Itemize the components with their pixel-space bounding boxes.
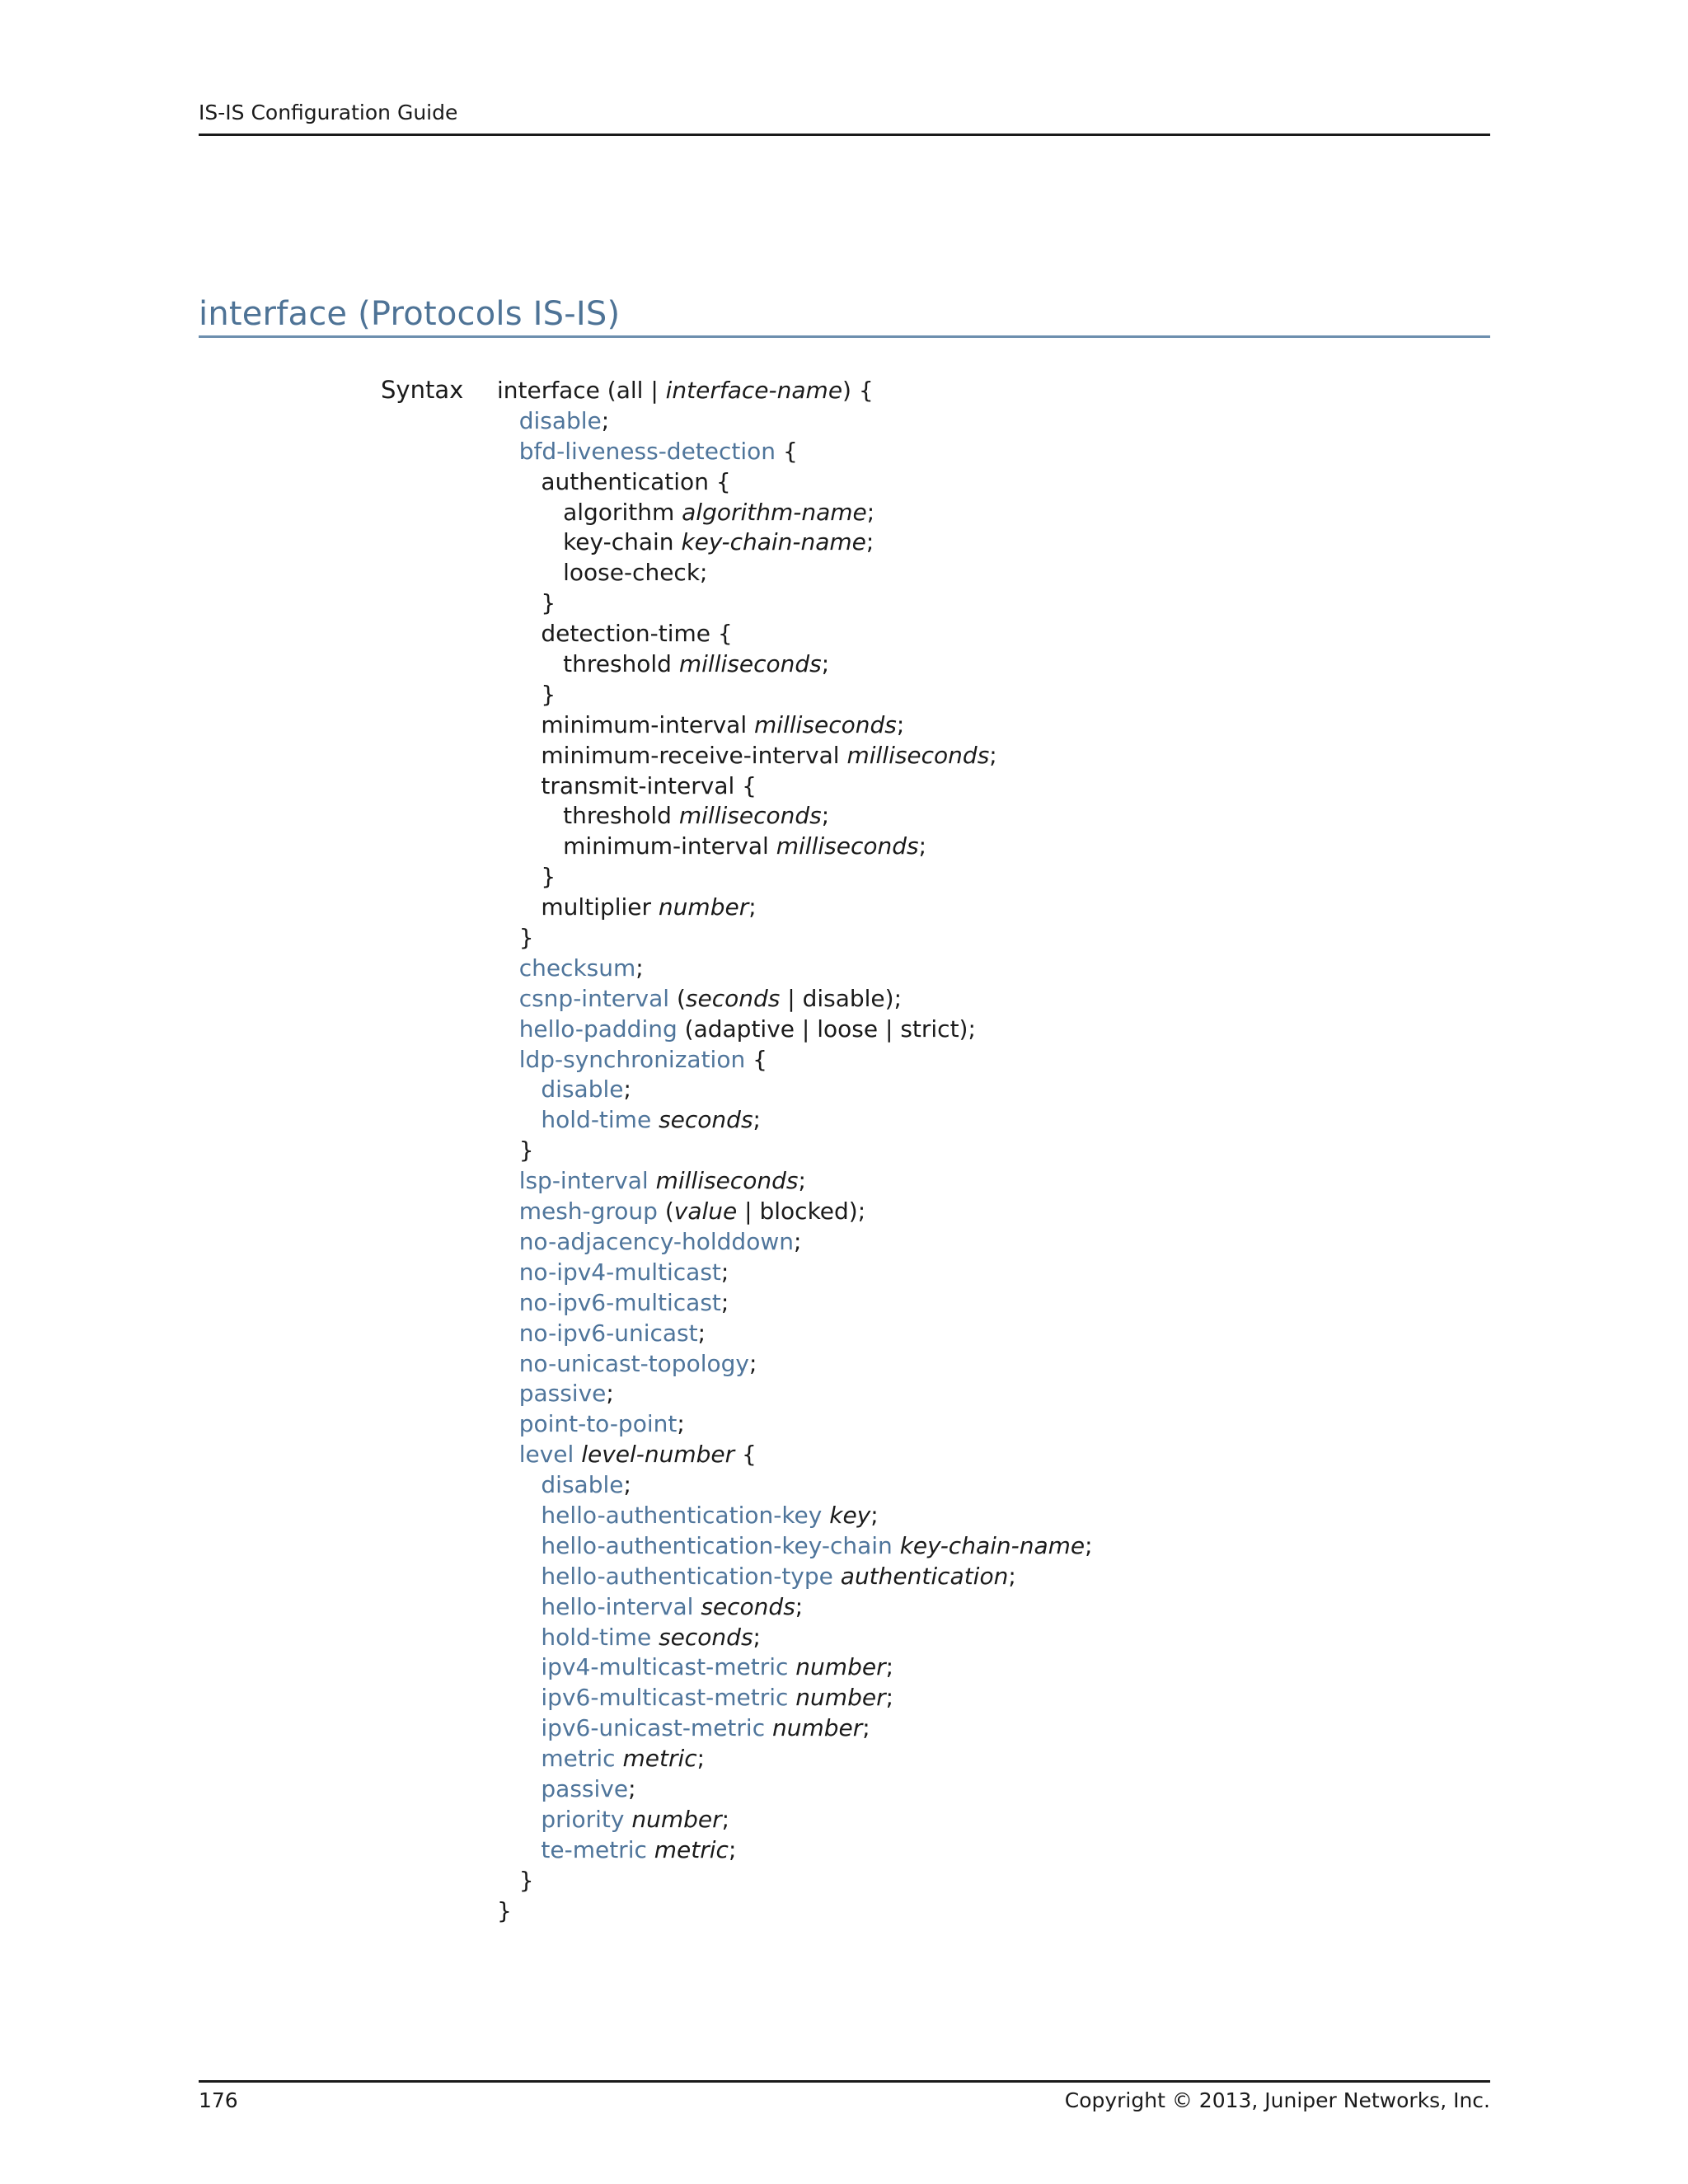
syntax-line — [497, 862, 1093, 893]
syntax-line — [497, 1288, 1093, 1319]
syntax-text — [651, 1624, 659, 1651]
syntax-text: algorithm — [563, 498, 682, 526]
statement-link[interactable]: hello-interval — [541, 1592, 694, 1620]
syntax-line — [497, 832, 1093, 862]
syntax-text: ; — [1085, 1531, 1093, 1559]
placeholder-variable: milliseconds — [754, 710, 897, 738]
syntax-text: ; — [677, 1410, 685, 1438]
statement-link[interactable]: passive — [518, 1380, 607, 1408]
statement-link[interactable]: level — [518, 1441, 574, 1469]
placeholder-variable: seconds — [701, 1592, 795, 1620]
syntax-text — [624, 1806, 631, 1833]
syntax-line — [497, 1501, 1093, 1531]
syntax-text: (adaptive | loose | strict); — [677, 1015, 976, 1043]
syntax-line — [497, 527, 1093, 558]
statement-link[interactable]: no-ipv4-multicast — [518, 1258, 721, 1286]
syntax-line — [497, 1075, 1093, 1105]
syntax-line — [497, 1227, 1093, 1258]
syntax-text: ; — [720, 1258, 729, 1286]
placeholder-variable: metric — [654, 1835, 729, 1863]
statement-link[interactable]: hello-authentication-type — [541, 1562, 833, 1590]
syntax-text: | blocked); — [737, 1197, 866, 1226]
syntax-text — [788, 1684, 795, 1711]
syntax-line — [497, 406, 1093, 437]
syntax-line — [497, 1713, 1093, 1744]
syntax-text: ; — [862, 1714, 870, 1742]
syntax-text: ; — [623, 1076, 631, 1104]
syntax-line — [497, 1896, 1093, 1927]
syntax-line — [497, 1045, 1093, 1076]
syntax-text: ) { — [842, 377, 874, 404]
placeholder-variable: seconds — [659, 1106, 753, 1134]
syntax-line — [497, 1835, 1093, 1866]
syntax-text: ; — [870, 1501, 879, 1529]
statement-link[interactable]: priority — [541, 1805, 625, 1833]
syntax-text: ; — [728, 1835, 737, 1863]
syntax-text — [651, 1106, 659, 1133]
statement-link[interactable]: ipv4-multicast-metric — [541, 1653, 789, 1681]
syntax-text: detection-time { — [541, 620, 733, 648]
syntax-text: ; — [753, 1106, 761, 1134]
syntax-line — [497, 1774, 1093, 1805]
syntax-text: } — [541, 863, 556, 891]
syntax-text — [693, 1593, 701, 1620]
syntax-text: threshold — [563, 650, 679, 678]
syntax-text: ; — [753, 1623, 761, 1651]
syntax-line — [497, 1592, 1093, 1623]
syntax-text: } — [518, 924, 534, 952]
statement-link[interactable]: no-ipv6-multicast — [518, 1288, 721, 1316]
syntax-text — [822, 1502, 829, 1529]
syntax-line — [497, 680, 1093, 710]
statement-link[interactable]: ldp-synchronization — [518, 1045, 746, 1073]
statement-link[interactable]: ipv6-unicast-metric — [541, 1714, 766, 1742]
syntax-text — [788, 1653, 795, 1680]
placeholder-variable: seconds — [685, 984, 781, 1012]
placeholder-variable: key-chain-name — [681, 528, 866, 556]
syntax-text: minimum-interval — [541, 710, 755, 738]
statement-link[interactable]: no-unicast-topology — [518, 1349, 749, 1377]
syntax-line — [497, 1197, 1093, 1227]
statement-link[interactable]: csnp-interval — [518, 984, 670, 1012]
page-number: 176 — [199, 2088, 238, 2112]
syntax-text: ; — [793, 1227, 802, 1255]
placeholder-variable: number — [658, 893, 749, 921]
syntax-text: ; — [606, 1380, 614, 1408]
syntax-text: transmit-interval { — [541, 771, 757, 799]
syntax-text: ; — [798, 1167, 806, 1195]
running-header: IS-IS Configuration Guide — [199, 101, 458, 124]
statement-link[interactable]: hello-padding — [518, 1015, 678, 1043]
placeholder-variable: value — [673, 1197, 738, 1226]
syntax-line — [497, 1440, 1093, 1470]
syntax-text: ; — [989, 741, 997, 769]
syntax-text: ; — [635, 954, 644, 982]
syntax-text: | disable); — [780, 984, 902, 1012]
syntax-text: ; — [821, 650, 830, 678]
syntax-line — [497, 1866, 1093, 1896]
syntax-line — [497, 1349, 1093, 1380]
syntax-text: ; — [865, 528, 874, 556]
syntax-text: ; — [601, 406, 610, 434]
syntax-text: ; — [1008, 1562, 1016, 1590]
syntax-text: } — [541, 589, 556, 617]
placeholder-variable: metric — [622, 1745, 697, 1773]
statement-link[interactable]: ipv6-multicast-metric — [541, 1684, 789, 1712]
statement-link[interactable]: mesh-group — [518, 1197, 658, 1226]
syntax-text: key-chain — [563, 528, 682, 556]
syntax-label: Syntax — [381, 376, 464, 404]
copyright-notice: Copyright © 2013, Juniper Networks, Inc. — [1064, 2088, 1490, 2112]
syntax-text: loose-check; — [563, 559, 708, 587]
syntax-text — [574, 1441, 581, 1468]
syntax-text: ; — [720, 1288, 729, 1316]
syntax-line — [497, 923, 1093, 954]
statement-link[interactable]: disable — [541, 1471, 624, 1499]
placeholder-variable: number — [795, 1653, 886, 1681]
placeholder-variable: number — [772, 1714, 863, 1742]
placeholder-variable: milliseconds — [776, 832, 919, 860]
syntax-line — [497, 1652, 1093, 1683]
statement-link[interactable]: bfd-liveness-detection — [518, 437, 776, 465]
statement-link[interactable]: hello-authentication-key — [541, 1501, 823, 1529]
syntax-text: minimum-receive-interval — [541, 741, 847, 769]
statement-link[interactable]: passive — [541, 1774, 629, 1802]
section-title: interface (Protocols IS-IS) — [199, 295, 621, 333]
syntax-text: { — [776, 437, 798, 465]
syntax-text: ; — [795, 1592, 804, 1620]
syntax-text: ; — [623, 1471, 631, 1499]
syntax-line — [497, 376, 1093, 406]
syntax-text: ; — [821, 802, 830, 830]
syntax-line — [497, 893, 1093, 923]
syntax-line — [497, 1409, 1093, 1440]
statement-link[interactable]: hold-time — [541, 1623, 652, 1651]
syntax-text: { — [745, 1045, 767, 1073]
syntax-text: minimum-interval — [563, 832, 776, 860]
syntax-line — [497, 984, 1093, 1015]
syntax-text — [833, 1563, 841, 1590]
statement-link[interactable]: disable — [518, 406, 602, 434]
placeholder-variable: algorithm-name — [682, 498, 867, 526]
statement-link[interactable]: metric — [541, 1745, 616, 1773]
syntax-text: ; — [885, 1684, 894, 1712]
statement-link[interactable]: checksum — [518, 954, 636, 982]
placeholder-variable: level-number — [581, 1441, 735, 1469]
syntax-text: ; — [628, 1774, 636, 1802]
header-rule — [199, 134, 1490, 136]
syntax-text — [893, 1532, 900, 1559]
syntax-line — [497, 1805, 1093, 1835]
syntax-text: interface (all | — [497, 377, 666, 404]
syntax-text — [765, 1714, 772, 1741]
syntax-text — [649, 1167, 656, 1194]
placeholder-variable: milliseconds — [846, 741, 990, 769]
syntax-line — [497, 1623, 1093, 1653]
syntax-line — [497, 619, 1093, 649]
syntax-line — [497, 498, 1093, 528]
syntax-line — [497, 558, 1093, 588]
syntax-line — [497, 801, 1093, 832]
syntax-line — [497, 710, 1093, 741]
syntax-text: ; — [896, 710, 905, 738]
placeholder-variable: number — [631, 1805, 722, 1833]
syntax-text: ; — [918, 832, 927, 860]
syntax-text — [647, 1836, 654, 1863]
syntax-line — [497, 1166, 1093, 1197]
syntax-text: ( — [669, 984, 686, 1012]
syntax-text: { — [734, 1441, 757, 1469]
statement-link[interactable]: lsp-interval — [518, 1167, 649, 1195]
syntax-line — [497, 1379, 1093, 1409]
statement-link[interactable]: no-adjacency-holddown — [518, 1227, 794, 1255]
syntax-text: ; — [885, 1653, 894, 1681]
syntax-text: } — [518, 1137, 534, 1165]
syntax-text: ; — [748, 893, 757, 921]
syntax-text: ; — [748, 1349, 757, 1377]
syntax-text: ; — [866, 498, 875, 526]
syntax-line — [497, 1105, 1093, 1136]
placeholder-variable: seconds — [659, 1623, 753, 1651]
placeholder-variable: milliseconds — [678, 802, 822, 830]
placeholder-variable: interface-name — [665, 377, 843, 404]
footer-rule — [199, 2080, 1490, 2083]
syntax-line — [497, 771, 1093, 802]
syntax-text: ; — [697, 1319, 706, 1347]
syntax-text: threshold — [563, 802, 679, 830]
statement-link[interactable]: no-ipv6-unicast — [518, 1319, 698, 1347]
syntax-line — [497, 1470, 1093, 1501]
syntax-text: ( — [657, 1197, 674, 1226]
syntax-line — [497, 954, 1093, 984]
syntax-text: authentication { — [541, 467, 731, 495]
syntax-text: ; — [721, 1805, 730, 1833]
placeholder-variable: authentication — [840, 1562, 1009, 1590]
syntax-line — [497, 741, 1093, 771]
syntax-line — [497, 588, 1093, 619]
statement-link[interactable]: te-metric — [541, 1835, 647, 1863]
syntax-line — [497, 1683, 1093, 1713]
placeholder-variable: milliseconds — [655, 1167, 799, 1195]
syntax-text: } — [541, 680, 556, 708]
placeholder-variable: key-chain-name — [899, 1531, 1085, 1559]
syntax-text: multiplier — [541, 893, 659, 921]
syntax-line — [497, 467, 1093, 498]
syntax-line — [497, 437, 1093, 467]
syntax-text: } — [518, 1866, 534, 1894]
syntax-line — [497, 1744, 1093, 1774]
syntax-line — [497, 1136, 1093, 1166]
syntax-text: ; — [696, 1745, 706, 1773]
placeholder-variable: milliseconds — [678, 650, 822, 678]
syntax-line — [497, 649, 1093, 680]
syntax-line — [497, 1562, 1093, 1592]
syntax-line — [497, 1015, 1093, 1045]
syntax-line — [497, 1319, 1093, 1349]
syntax-text: } — [497, 1896, 512, 1924]
statement-link[interactable]: hello-authentication-key-chain — [541, 1531, 893, 1559]
placeholder-variable: key — [829, 1501, 871, 1529]
statement-link[interactable]: disable — [541, 1076, 624, 1104]
syntax-code-block — [497, 376, 1093, 1926]
syntax-line — [497, 1258, 1093, 1288]
placeholder-variable: number — [795, 1684, 886, 1712]
statement-link[interactable]: hold-time — [541, 1106, 652, 1134]
syntax-line — [497, 1531, 1093, 1562]
title-rule — [199, 335, 1490, 338]
statement-link[interactable]: point-to-point — [518, 1410, 678, 1438]
